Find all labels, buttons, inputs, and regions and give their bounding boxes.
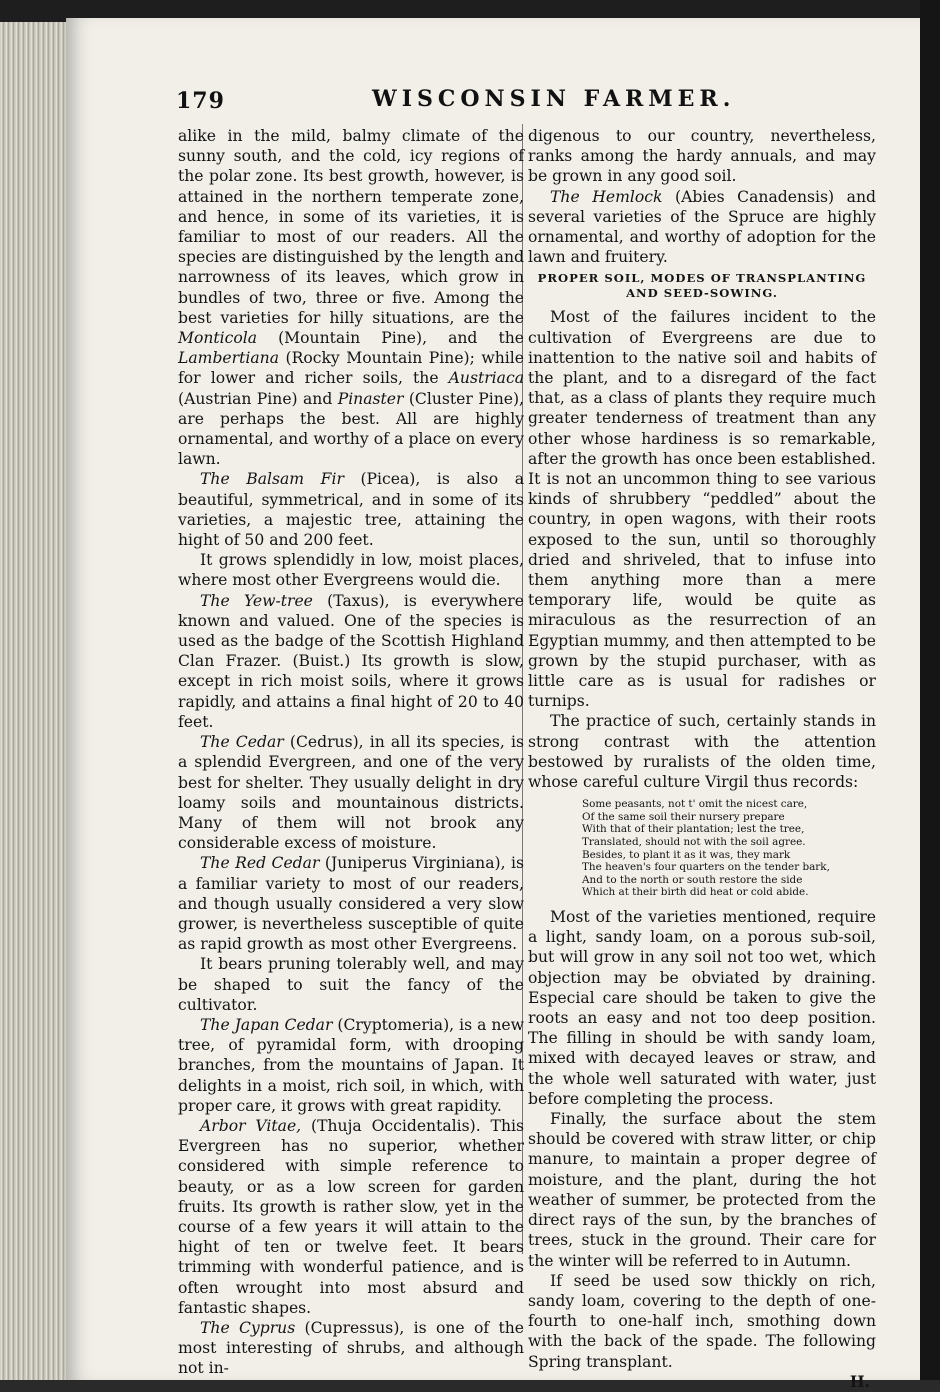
paragraph-text: If seed be used sow thickly on rich, sandy loam, covering to the depth of one-fourth to one-half inch, smothing down with the back of the spade. The following Spring transplant. — [528, 1271, 876, 1371]
paragraph-text: It grows splendidly in low, moist places, where most other Evergreens would die. — [178, 551, 524, 590]
tree-name: Arbor Vitae, — [200, 1116, 302, 1135]
paragraph-balsam-fir — [178, 469, 524, 550]
species-name: Austriaca — [448, 369, 524, 388]
paragraph-text: (Picea), is also a beautiful, symmetrical, and in some of its varieties, a majestic tree, attaining the hight of 50 and 200 feet. — [178, 470, 524, 550]
verse-line: Translated, should not with the soil agree. — [582, 836, 806, 849]
paragraph-text: (Cedrus), in all its species, is a splendid Evergreen, and one of the very best for shelter. They usually delight in dry loamy soils and mountainous districts. Many of them will not brook any considerable excess of moisture. — [178, 733, 524, 853]
paragraph-yew-tree — [178, 591, 524, 732]
tree-name: The Hemlock — [550, 187, 663, 206]
paragraph-text: (Thuja Occidentalis). This Evergreen has no superior, whether considered with simple reference to beauty, or as a low screen for garden fruits. Its growth is rather slow, yet in the course of a few years it will attain to the hight of ten or twelve feet. It bears trimming with wonderful patience, and is often wrought into most absurd and fantastic shapes. — [178, 1116, 524, 1317]
paragraph-arbor-vitae — [178, 1116, 524, 1318]
paragraph-text: (Rocky Mountain Pine); while for lower and richer soils, the — [178, 349, 524, 388]
paragraph-text: (Cupressus), is one of the most interesting of shrubs, and although not in- — [178, 1318, 524, 1378]
species-name: Lambertiana — [178, 349, 279, 368]
paragraph-soil — [528, 907, 876, 1109]
paragraph-text: alike in the mild, balmy climate of the sunny south, and the cold, icy regions of the polar zone. Its best growth, however, is attained in the northern temperate zone, and hence, in some of its varieties, it is familiar to most of our readers. All the species are distinguished by the length and narrowness of its leaves, which grow in bundles of two, three or five. Among the best varieties for hilly situations, are the — [178, 127, 524, 327]
paragraph-surface — [528, 1109, 876, 1271]
book-page-edges — [0, 22, 74, 1380]
paragraph-text: Finally, the surface about the stem should be covered with straw litter, or chip manure, to maintain a proper degree of moisture, and the plant, during the hot weather of summer, be protected from the direct rays of the sun, by the branches of trees, stuck in the ground. Their care for the winter will be referred to in Autumn. — [528, 1110, 876, 1270]
paragraph-text: It bears pruning tolerably well, and may be shaped to suit the fancy of the cultivator. — [178, 955, 524, 1014]
paragraph-text: digenous to our country, nevertheless, ranks among the hardy annuals, and may be grown in any good soil. — [528, 127, 876, 186]
verse-line: And to the north or south restore the side — [582, 873, 803, 886]
tree-name: The Cedar — [200, 733, 284, 752]
verse-line: Besides, to plant it as it was, they mark — [582, 848, 791, 861]
paragraph-text: (Cryptomeria), is a new tree, of pyramidal form, with drooping branches, from the mountains of Japan. It delights in a moist, rich soil, in which, with proper care, it grows with great rapidity. — [178, 1015, 524, 1115]
verse-line: Of the same soil their nursery prepare — [582, 810, 785, 823]
tree-name: The Cyprus — [200, 1318, 296, 1337]
paragraph-red-cedar — [178, 853, 524, 954]
species-name: Pinaster — [337, 389, 404, 408]
tree-name: The Yew-tree — [200, 591, 313, 610]
paragraph-text: (Austrian Pine) and — [178, 389, 338, 408]
verse-line: The heaven's four quarters on the tender bark, — [582, 861, 830, 874]
virgil-verse — [582, 798, 876, 899]
paragraph-japan-cedar — [178, 1015, 524, 1116]
species-name: Monticola — [178, 329, 258, 348]
page-number: 179 — [176, 88, 225, 114]
left-column — [178, 126, 524, 1379]
author-signature: H. — [849, 1371, 870, 1391]
paragraph-hemlock — [528, 187, 876, 268]
verse-line: Which at their birth did heat or cold abide. — [582, 886, 809, 899]
paragraph-cedar — [178, 732, 524, 853]
paragraph-text: (Juniperus Virginiana), is a familiar variety to most of our readers, and though usually considered a very slow grower, is nevertheless susceptible of quite as rapid growth as most other Evergreens. — [178, 854, 524, 954]
right-column — [528, 126, 876, 1392]
paragraph-failures — [528, 307, 876, 711]
paragraph-text: (Cluster Pine), are perhaps the best. All are highly ornamental, and worthy of a place on every lawn. — [178, 389, 525, 469]
running-head: WISCONSIN FARMER. — [372, 86, 736, 112]
paragraph-practice — [528, 711, 876, 792]
paragraph-text: The practice of such, certainly stands in strong contrast with the attention bestowed by ruralists of the olden time, whose careful culture Virgil thus records: — [528, 712, 876, 792]
paragraph-pruning — [178, 954, 524, 1015]
paragraph-balsam-growth — [178, 550, 524, 590]
verse-line: Some peasants, not t' omit the nicest care, — [582, 798, 808, 811]
page-header — [176, 86, 876, 116]
paragraph-text: (Mountain Pine), and the — [257, 329, 524, 348]
paragraph-text: (Taxus), is everywhere known and valued. One of the species is used as the badge of the Scottish Highland Clan Frazer. (Buist.) Its growth is slow, except in rich moist soils, where it grows rapidly, and attains a final hight of 20 to 40 feet. — [178, 591, 524, 731]
paragraph-cyprus-continued — [528, 126, 876, 187]
paragraph-pines — [178, 126, 524, 469]
tree-name: The Japan Cedar — [200, 1015, 333, 1034]
section-heading: PROPER SOIL, MODES OF TRANSPLANTING AND SEED-SOWING. — [537, 271, 867, 301]
tree-name: The Red Cedar — [200, 854, 320, 873]
paragraph-text: Most of the failures incident to the cultivation of Evergreens are due to inattention to the native soil and habits of the plant, and to a disregard of the fact that, as a class of plants they require much greater tenderness of treatment than any other whose hardiness is so remarkable, after the growth has once been established. It is not an uncommon thing to see various kinds of shrubbery “peddled” about the country, in open wagons, with their roots exposed to the sun, until so thoroughly dried and shriveled, that to infuse into them anything more than a mere temporary life, would be quite as miraculous as the resurrection of an Egyptian mummy, and then attempted to be grown by the stupid purchaser, with as little care as is usual for radishes or turnips. — [528, 308, 876, 711]
scan-margin-dark — [920, 0, 940, 1380]
paragraph-cyprus — [178, 1318, 524, 1379]
tree-name: The Balsam Fir — [200, 470, 344, 489]
verse-line: With that of their plantation; lest the tree, — [582, 823, 805, 836]
paragraph-text: Most of the varieties mentioned, require a light, sandy loam, on a porous sub-soil, but will grow in any soil not too wet, which objection may be obviated by draining. Especial care should be taken to give the roots an easy and not too deep position. The filling in should be with sandy loam, mixed with decayed leaves or straw, and the whole well saturated with water, just before completing the process. — [528, 908, 876, 1108]
paragraph-seed — [528, 1271, 876, 1372]
paragraph-text: (Abies Canadensis) and several varieties of the Spruce are highly ornamental, and worthy of adoption for the lawn and fruitery. — [528, 187, 876, 267]
